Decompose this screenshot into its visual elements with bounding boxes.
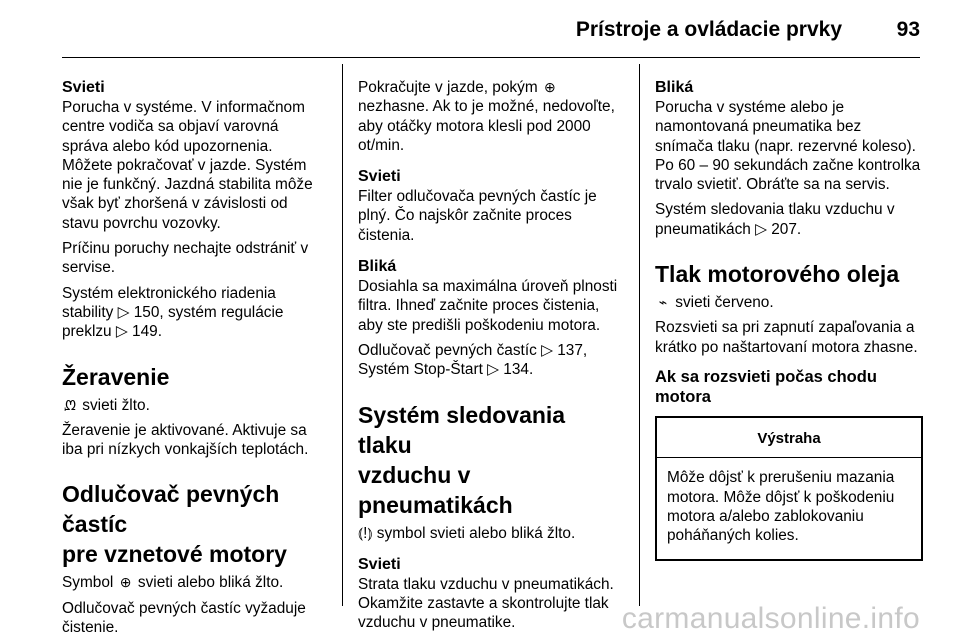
reference-arrow-icon: ▷	[755, 220, 767, 238]
paragraph: Porucha v systéme alebo je namontovaná pneumatika bez snímača tlaku (napr. rezervné koleso). Po 60 – 90 sekundách začne kontrolka trvalo svietiť. Obráťte sa na servis.	[655, 99, 921, 194]
section-heading-tpms: Systém sledovania tlaku vzduchu v pneumatikách	[358, 401, 566, 518]
column-divider	[342, 64, 343, 606]
warning-title: Výstraha	[657, 418, 921, 458]
paragraph: Strata tlaku vzduchu v pneumatikách. Okamžite zastavte a skontrolujte tlak vzduchu v pneumatike.	[358, 575, 614, 632]
paragraph: Odlučovač pevných častíc ▷ 137, Systém Stop-Štart ▷ 134.	[358, 341, 588, 379]
paragraph: Dosiahla sa maximálna úroveň plnosti filtra. Ihneď začnite proces čistenia, aby ste predišli poškodeniu motora.	[358, 278, 618, 334]
warning-text: Môže dôjsť k prerušeniu mazania motora. Môže dôjsť k poškodeniu motora a/alebo zablokovaniu poháňaných kolies.	[667, 469, 895, 545]
particle-filter-icon: ⊕	[119, 574, 132, 591]
reference-arrow-icon: ▷	[487, 361, 499, 379]
section-heading-glow: Žeravenie	[62, 363, 170, 390]
paragraph: Príčinu poruchy nechajte odstrániť v servise.	[62, 240, 309, 277]
watermark: carmanualsonline.info	[621, 602, 920, 635]
column-right	[655, 78, 923, 561]
paragraph: ᘻ svieti žlto.	[62, 396, 326, 415]
section-heading-oil-pressure: Tlak motorového oleja	[655, 261, 900, 288]
paragraph: ⌁ svieti červeno.	[655, 293, 923, 312]
paragraph: Odlučovač pevných častíc vyžaduje čistenie.	[62, 599, 306, 637]
paragraph: Systém elektronického riadenia stability ▷ 150, systém regulácie preklzu ▷ 149.	[62, 284, 284, 341]
section-heading-dpf: Odlučovač pevných častíc pre vznetové motory	[62, 481, 287, 568]
paragraph: Filter odlučovača pevných častíc je plný. Čo najskôr začnite proces čistenia.	[358, 188, 597, 244]
paragraph: Systém sledovania tlaku vzduchu v pneumatikách ▷ 207.	[655, 201, 895, 238]
particle-filter-icon: ⊕	[544, 79, 556, 95]
reference-arrow-icon: ▷	[541, 341, 553, 359]
header-divider	[62, 57, 920, 58]
paragraph: Porucha v systéme. V informačnom centre vodiča sa objaví varovná správa alebo kód upozornenia. Môžete pokračovať v jazde. Systém nie je funkčný. Jazdná stabilita môže však byť zhoršená v závislosti od stavu povrchu vozovky.	[62, 99, 313, 232]
oil-can-icon: ⌁	[658, 294, 668, 311]
column-left	[62, 78, 326, 643]
warning-box	[655, 416, 923, 561]
reference-arrow-icon: ▷	[115, 323, 128, 341]
reference-arrow-icon: ▷	[117, 303, 130, 321]
paragraph: ⦅!⦆ symbol svieti alebo bliká žlto.	[358, 524, 576, 542]
subheading-lit: Svieti	[358, 168, 401, 186]
subheading-flashing: Bliká	[358, 258, 397, 276]
subheading-while-running: Ak sa rozsvieti počas chodu motora	[655, 367, 877, 406]
paragraph: Symbol ⊕ svieti alebo bliká žlto.	[62, 574, 284, 592]
column-divider	[639, 64, 640, 606]
glow-plug-icon: ᘻ	[64, 396, 76, 413]
paragraph: Rozsvieti sa pri zapnutí zapaľovania a krátko po naštartovaní motora zhasne.	[655, 319, 918, 356]
page-header-title: Prístroje a ovládacie prvky	[575, 18, 842, 41]
paragraph: Žeravenie je aktivované. Aktivuje sa iba pri nízkych vonkajších teplotách.	[62, 421, 309, 459]
paragraph: Pokračujte v jazde, pokým ⊕ nezhasne. Ak to je možné, nedovoľte, aby otáčky motora klesli pod 2000 ot/min.	[358, 79, 615, 154]
column-middle	[358, 78, 624, 639]
subheading-lit: Svieti	[62, 79, 105, 96]
page-number: 93	[896, 18, 920, 41]
subheading-lit: Svieti	[358, 555, 401, 573]
subheading-flashing: Bliká	[655, 79, 694, 96]
tire-pressure-icon: ⦅!⦆	[358, 524, 373, 542]
